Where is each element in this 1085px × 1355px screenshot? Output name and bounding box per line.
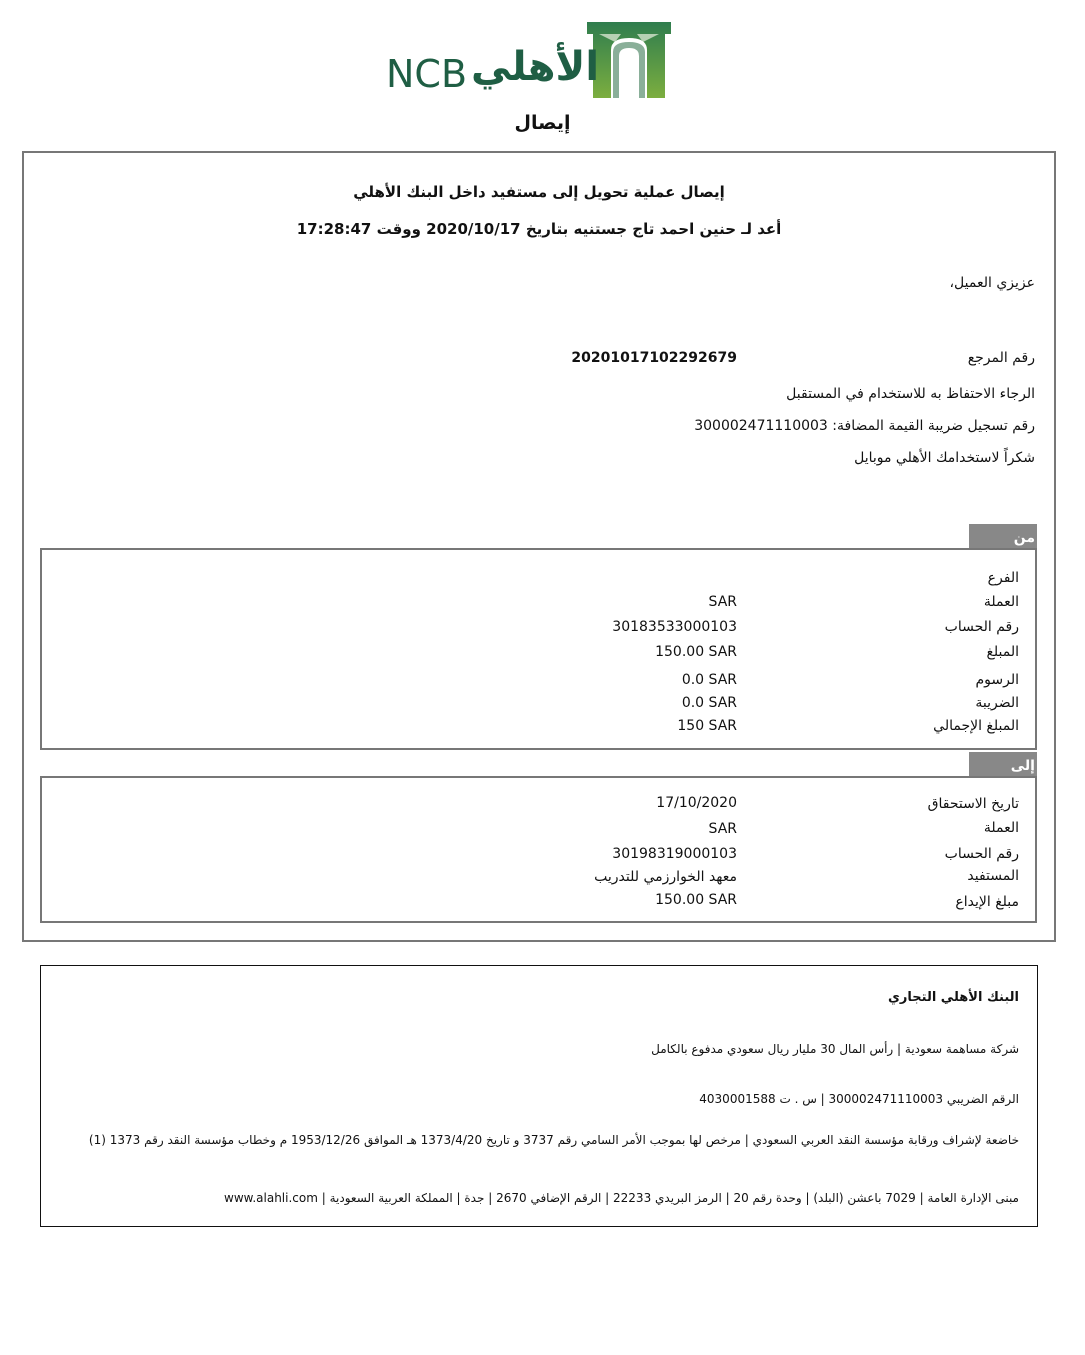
note-thanks: شكراً لاستخدامك الأهلي موبايل (854, 450, 1035, 466)
from-box (40, 548, 1037, 750)
greeting: عزيزي العميل، (949, 275, 1035, 291)
receipt-heading: إيصال عملية تحويل إلى مستفيد داخل البنك الأهلي (353, 183, 725, 201)
reference-label: رقم المرجع (967, 350, 1035, 366)
to-account-label: رقم الحساب (944, 846, 1019, 862)
to-currency-label: العملة (983, 820, 1019, 836)
logo-arabic-text: الأهلي (471, 44, 600, 90)
to-beneficiary-value: معهد الخوارزمي للتدريب (594, 869, 737, 885)
to-deposit-label: مبلغ الإيداع (955, 894, 1019, 910)
from-fees-label: الرسوم (975, 672, 1019, 688)
from-fees-value: 0.0 SAR (681, 672, 737, 688)
footer-tax: الرقم الضريبي 300002471110003 | س . ت 4030001588 (699, 1092, 1019, 1106)
from-currency-value: SAR (708, 594, 737, 610)
reference-value: 20201017102292679 (571, 350, 737, 366)
to-due-date-label: تاريخ الاستحقاق (927, 796, 1019, 812)
footer-address: مبنى الإدارة العامة | 7029 باعشن (البلد) | وحدة رقم 20 | الرمز البريدي 22233 | الرقم الإضافي 2670 | جدة | المملكة العربية السعودية | www.alahli.com (224, 1191, 1019, 1205)
to-currency-value: SAR (708, 821, 737, 837)
to-deposit-value: 150.00 SAR (655, 892, 737, 908)
ncb-logo (385, 20, 675, 102)
from-account-label: رقم الحساب (944, 619, 1019, 635)
to-beneficiary-label: المستفيد (967, 868, 1019, 884)
to-box (40, 776, 1037, 923)
prepared-for-line: أعد لـ حنين احمد تاج جستنيه بتاريخ 2020/10/17 ووقت 17:28:47 (296, 220, 782, 238)
to-account-value: 30198319000103 (612, 846, 737, 862)
page-title: إيصال (514, 112, 571, 134)
to-due-date-value: 17/10/2020 (656, 795, 737, 811)
from-total-value: 150 SAR (677, 718, 737, 734)
from-tax-value: 0.0 SAR (681, 695, 737, 711)
from-amount-value: 150.00 SAR (655, 644, 737, 660)
footer-company: شركة مساهمة سعودية | رأس المال 30 مليار ريال سعودي مدفوع بالكامل (651, 1042, 1019, 1056)
logo-latin-text: NCB (386, 52, 468, 96)
footer-regulation: خاضعة لإشراف ورقابة مؤسسة النقد العربي السعودي | مرخص لها بموجب الأمر السامي رقم 3737 و تاريخ 1373/4/20 هـ الموافق 1953/12/26 م وخطاب مؤسسة النقد رقم 1373 (1) (88, 1133, 1019, 1147)
from-currency-label: العملة (983, 594, 1019, 610)
footer-bank-name: البنك الأهلي التجاري (887, 990, 1019, 1005)
from-account-value: 30183533000103 (612, 619, 737, 635)
from-total-label: المبلغ الإجمالي (933, 718, 1019, 734)
note-vat: رقم تسجيل ضريبة القيمة المضافة: 300002471110003 (694, 418, 1035, 434)
to-tab: إلى (969, 752, 1037, 776)
from-amount-label: المبلغ (986, 644, 1019, 660)
note-keep: الرجاء الاحتفاظ به للاستخدام في المستقبل (786, 386, 1035, 402)
from-tax-label: الضريبة (975, 695, 1019, 711)
from-branch-label: الفرع (987, 570, 1019, 586)
from-tab: من (969, 524, 1037, 548)
